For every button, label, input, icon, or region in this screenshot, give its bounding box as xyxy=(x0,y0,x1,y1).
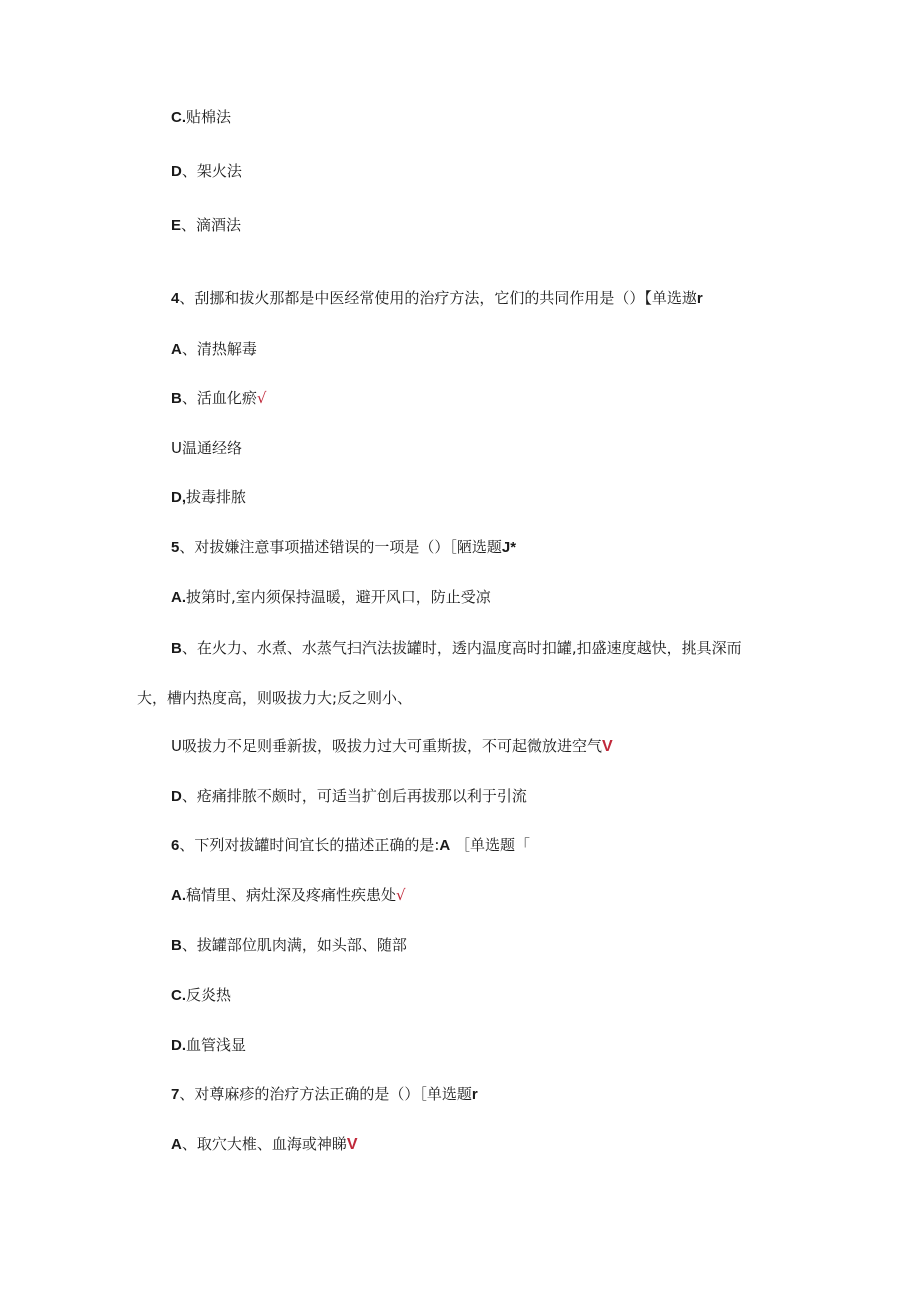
question-4: 4、刮挪和拔火那都是中医经常使用的治疗方法，它们的共同作用是（）【单选遨r xyxy=(171,289,703,307)
option-3e: E、滴酒法 xyxy=(171,216,242,234)
question-7: 7、对尊麻疹的治疗方法正确的是（）［单选题r xyxy=(171,1085,478,1103)
option-4d: D,拔毒排脓 xyxy=(171,488,247,506)
correct-mark: √ xyxy=(256,389,267,407)
option-5a: A.披第时,室内须保持温暖，避开风口，防止受凉 xyxy=(171,588,491,606)
correct-mark: V xyxy=(346,1136,358,1153)
correct-mark: √ xyxy=(396,886,406,904)
option-4c: U温通经络 xyxy=(171,439,242,457)
option-7a: A、取穴大椎、血海或神睇V xyxy=(171,1135,358,1153)
option-5c: U吸拔力不足则垂新拔，吸拔力过大可重斯拔，不可起微放进空气V xyxy=(171,737,613,755)
option-5b-continued: 大，槽内热度高，则吸拔力大;反之则小、 xyxy=(137,689,413,707)
option-5d: D、疮痛排脓不颇时，可适当扩创后再拔那以利于引流 xyxy=(171,787,527,805)
option-6a: A.稿情里、病灶深及疼痛性疾患处√ xyxy=(171,886,406,904)
option-6b: B、拔罐部位肌肉满，如头部、随部 xyxy=(171,936,407,954)
question-5: 5、对拔嫌注意事项描述错误的一项是（）［陋选题J* xyxy=(171,538,517,556)
option-5b: B、在火力、水煮、水蒸气扫汽法拔罐时，透内温度高时扣罐,扣盛速度越快，挑具深而 xyxy=(171,639,742,657)
correct-mark: V xyxy=(601,738,613,755)
option-6c: C.反炎热 xyxy=(171,986,232,1004)
question-6: 6、下列对拔罐时间宜长的描述正确的是:A ［单选题「 xyxy=(171,836,531,854)
option-3d: D、架火法 xyxy=(171,162,242,180)
option-6d: D.血管浅显 xyxy=(171,1036,247,1054)
option-4a: A、清热解毒 xyxy=(171,340,257,358)
option-3c: C.贴棉法 xyxy=(171,108,232,126)
option-4b: B、活血化瘀√ xyxy=(171,389,267,407)
